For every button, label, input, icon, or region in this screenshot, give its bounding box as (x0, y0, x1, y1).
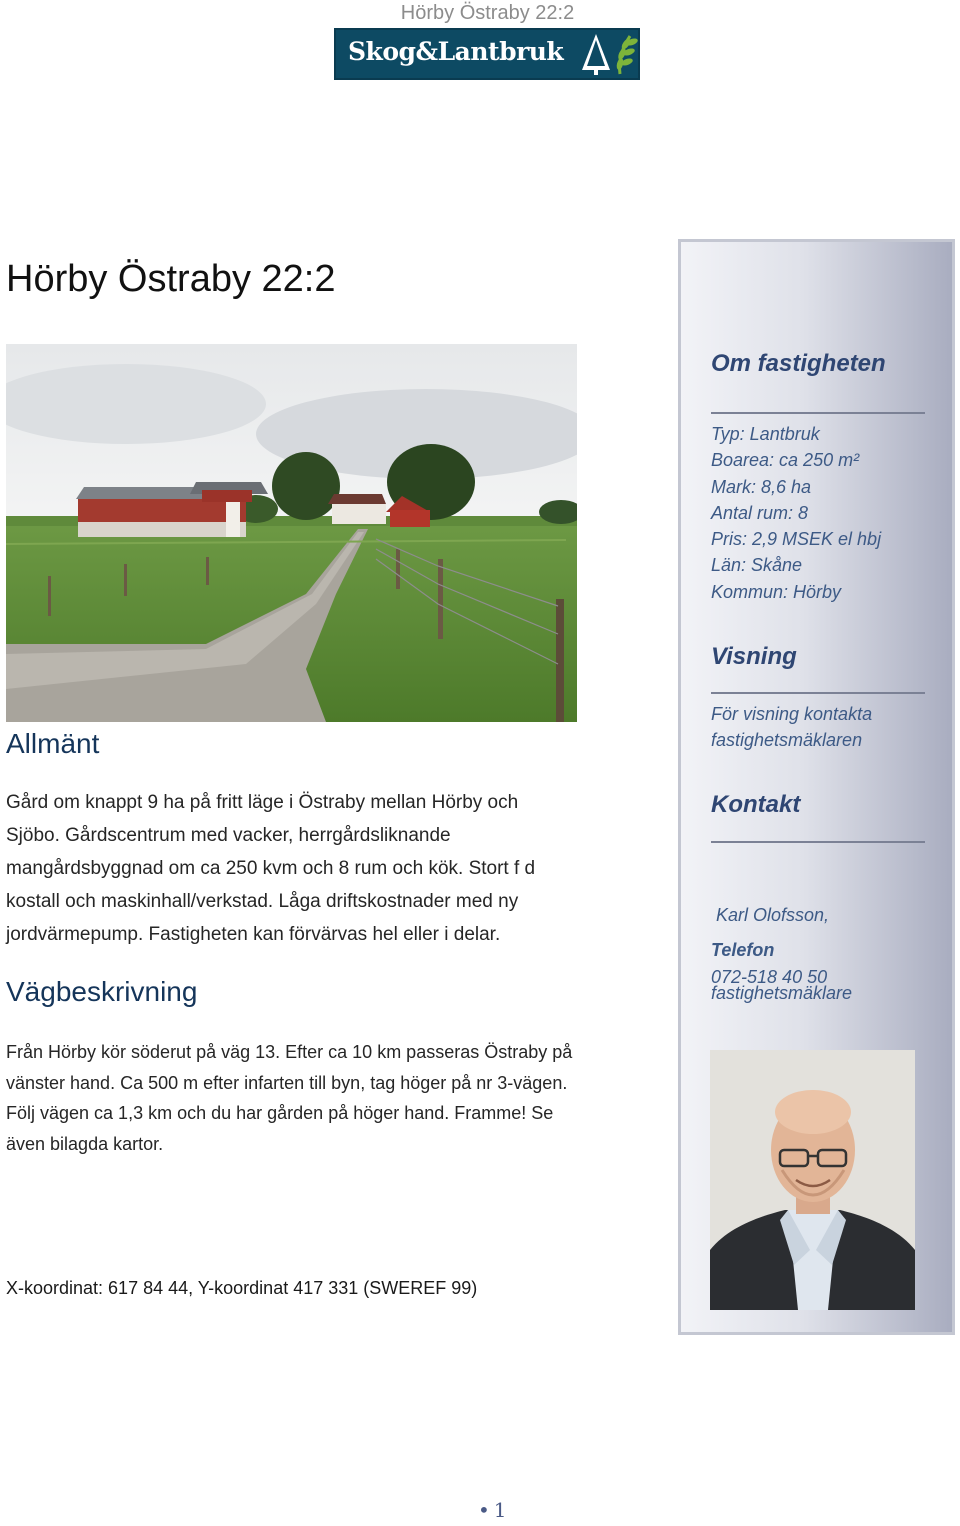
viewing-heading: Visning (711, 643, 797, 670)
general-description (6, 786, 646, 951)
text-line: kostall och maskinhall/verkstad. Låga driftskostnader med ny (6, 891, 519, 912)
coordinates-text: X-koordinat: 617 84 44, Y-koordinat 417 331 (SWEREF 99) (6, 1278, 478, 1298)
text-line: fastighetsmäklaren (711, 730, 863, 751)
text-line: Gård om knappt 9 ha på fritt läge i Östraby mellan Hörby och (6, 792, 519, 813)
divider (711, 692, 925, 694)
phone-label: Telefon (711, 940, 775, 960)
route-description (6, 1037, 646, 1159)
page-title: Hörby Östraby 22:2 (6, 258, 336, 300)
header-title: Hörby Östraby 22:2 (400, 2, 575, 24)
agent-photo (710, 1050, 915, 1310)
text-line: mangårdsbyggnad om ca 250 kvm och 8 rum och kök. Stort f d (6, 858, 536, 879)
text-line: även bilagda kartor. (6, 1133, 164, 1154)
phone-number: 072-518 40 50 (711, 967, 828, 987)
divider (711, 412, 925, 414)
property-sidebar (678, 239, 955, 1335)
fact-living-area: Boarea: ca 250 m² (711, 450, 860, 471)
page-number-value: 1 (493, 1498, 507, 1522)
text-line: Sjöbo. Gårdscentrum med vacker, herrgårdsliknande (6, 825, 451, 846)
text-line: Följ vägen ca 1,3 km och du har gården på höger hand. Framme! Se (6, 1103, 554, 1123)
page-number: • 1 (478, 1498, 507, 1522)
fact-county: Län: Skåne (711, 555, 803, 576)
text-line: vänster hand. Ca 500 m efter infarten till byn, tag höger på nr 3-vägen. (6, 1072, 568, 1093)
fact-rooms: Antal rum: 8 (711, 502, 809, 523)
property-facts (711, 421, 881, 605)
text-line: Karl Olofsson, (711, 904, 830, 925)
contact-heading: Kontakt (711, 791, 801, 818)
tree-wheat-icon (576, 30, 638, 78)
text-line: För visning kontakta (711, 704, 873, 724)
fact-municipality: Kommun: Hörby (711, 581, 842, 602)
farm-photo (6, 344, 577, 722)
property-heading: Om fastigheten (711, 350, 886, 377)
fact-price: Pris: 2,9 MSEK el hbj (711, 529, 882, 550)
general-heading: Allmänt (6, 728, 100, 759)
viewing-text (711, 701, 872, 754)
fact-type: Typ: Lantbruk (711, 424, 820, 444)
fact-land: Mark: 8,6 ha (711, 476, 812, 497)
route-heading: Vägbeskrivning (6, 976, 198, 1007)
text-line: Från Hörby kör söderut på väg 13. Efter ca 10 km passeras Östraby på (6, 1042, 573, 1062)
text-line: fastighetsmäklare (711, 983, 853, 1004)
divider (711, 841, 925, 843)
text-line: jordvärmepump. Fastigheten kan förvärvas hel eller i delar. (6, 924, 501, 945)
logo-text: Skog&Lantbruk (348, 37, 564, 66)
skog-lantbruk-logo (334, 28, 640, 80)
